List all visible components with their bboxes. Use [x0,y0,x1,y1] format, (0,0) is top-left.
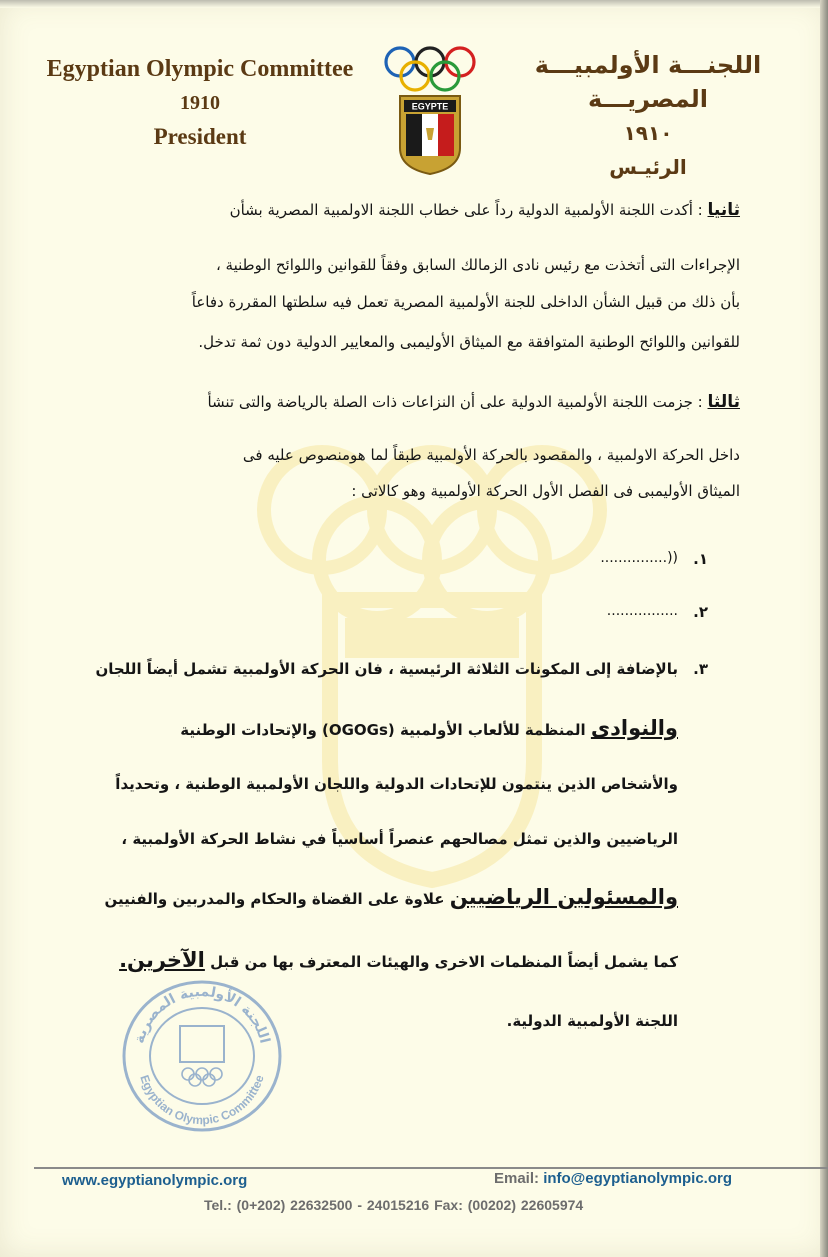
list-item-3-number: .٣ [693,660,708,678]
list-item-3-text-2: المنظمة للألعاب الأولمبية (OGOGs) والإتحادات الوطنية [180,721,586,739]
founding-year-ar: ١٩١٠ [623,121,673,145]
para-three-line-1 [207,392,740,412]
para-three-line-2: داخل الحركة الاولمبية ، والمقصود بالحركة الأولمبية طبقاً لما هومنصوص عليه فى [242,446,740,464]
svg-text:EGYPTE: EGYPTE [411,101,449,112]
footer-website-link[interactable]: www.egyptianolympic.org [62,1172,248,1189]
para-two-line-1 [230,200,740,220]
list-item-2-text: ................ [606,603,678,619]
footer-phone-fax: Tel.: (0+202) 22632500 - 24015216 Fax: (00202) 22605974 [204,1197,584,1213]
emphasis-officials: والمسئولين الرياضيين [449,885,678,909]
olympic-committee-logo [382,44,478,176]
footer-email [494,1170,732,1187]
para-three-line-3: الميثاق الأوليمبى فى الفصل الأول الحركة الأولمبية وهو كالاتى : [351,482,740,500]
list-item-3-line-3: والأشخاص الذين ينتمون للإتحادات الدولية واللجان الأولمبية الوطنية ، وتحديداً [115,775,678,793]
committee-name-en: Egyptian Olympic Committee [46,56,354,82]
list-item-3-line-7: اللجنة الأولمبية الدولية. [506,1012,678,1030]
list-item-3-text-6: كما يشمل أيضاً المنظمات الاخرى والهيئات المعترف بها من قبل [210,953,678,971]
para-two-line-2: الإجراءات التى أتخذت مع رئيس نادى الزمالك السابق وفقاً للقوانين واللوائح الوطنية ، [215,256,740,274]
header-english [40,52,360,154]
emphasis-others: الآخرين. [119,948,205,972]
para-three-text-1: : جزمت اللجنة الأولمبية الدولية على أن النزاعات ذات الصلة بالرياضة والتى تنشأ [207,393,703,411]
list-item-3-line-2 [180,716,678,740]
list-item-1-text: ((............... [600,550,678,566]
para-two-heading: ثانيا [707,200,740,220]
list-item-3-line-5 [104,885,678,909]
svg-text:اللجنة الأولمبية المصرية: اللجنة الأولمبية المصرية [131,983,273,1046]
list-item-3-line-6 [119,948,678,972]
svg-text:Egyptian Olympic Committee: Egyptian Olympic Committee [137,1073,267,1128]
para-two-text-1: : أكدت اللجنة الأولمبية الدولية رداً على خطاب اللجنة الاولمبية المصرية بشأن [229,201,703,219]
emphasis-clubs: والنوادى [590,716,678,740]
committee-name-ar: اللجنـــة الأولمبيـــة المصريـــة [534,51,762,113]
founding-year-en: 1910 [180,92,220,114]
list-item-2-number: .٢ [693,603,708,621]
page-top-edge [0,0,828,8]
page-right-edge [820,0,828,1257]
para-two-line-4: للقوانين واللوائح الوطنية المتوافقة مع الميثاق الأوليمبى والمعايير الدولية دون ثمة تدخل. [198,333,740,351]
list-item-3-text-5: علاوة على القضاة والحكام والمدربين والفنيين [104,890,445,908]
official-stamp [120,978,284,1134]
list-item-1-number: .١ [693,550,708,568]
header-arabic [508,48,788,184]
para-three-heading: ثالثا [707,392,740,412]
para-two-line-3: بأن ذلك من قبيل الشأن الداخلى للجنة الأولمبية المصرية تعمل فيه سلطتها المقررة دفاعاً [191,293,740,311]
footer-email-label: Email: [494,1170,540,1187]
footer-divider [34,1167,828,1169]
title-president-ar: الرئيـس [609,155,687,179]
title-president-en: President [153,124,247,149]
footer-email-link[interactable]: info@egyptianolympic.org [543,1170,732,1187]
list-item-3-line-1: بالإضافة إلى المكونات الثلاثة الرئيسية ، فان الحركة الأولمبية تشمل أيضاً اللجان [95,660,678,678]
list-item-3-line-4: الرياضيين والذين تمثل مصالحهم عنصراً أساسياً في نشاط الحركة الأولمبية ، [121,830,678,848]
